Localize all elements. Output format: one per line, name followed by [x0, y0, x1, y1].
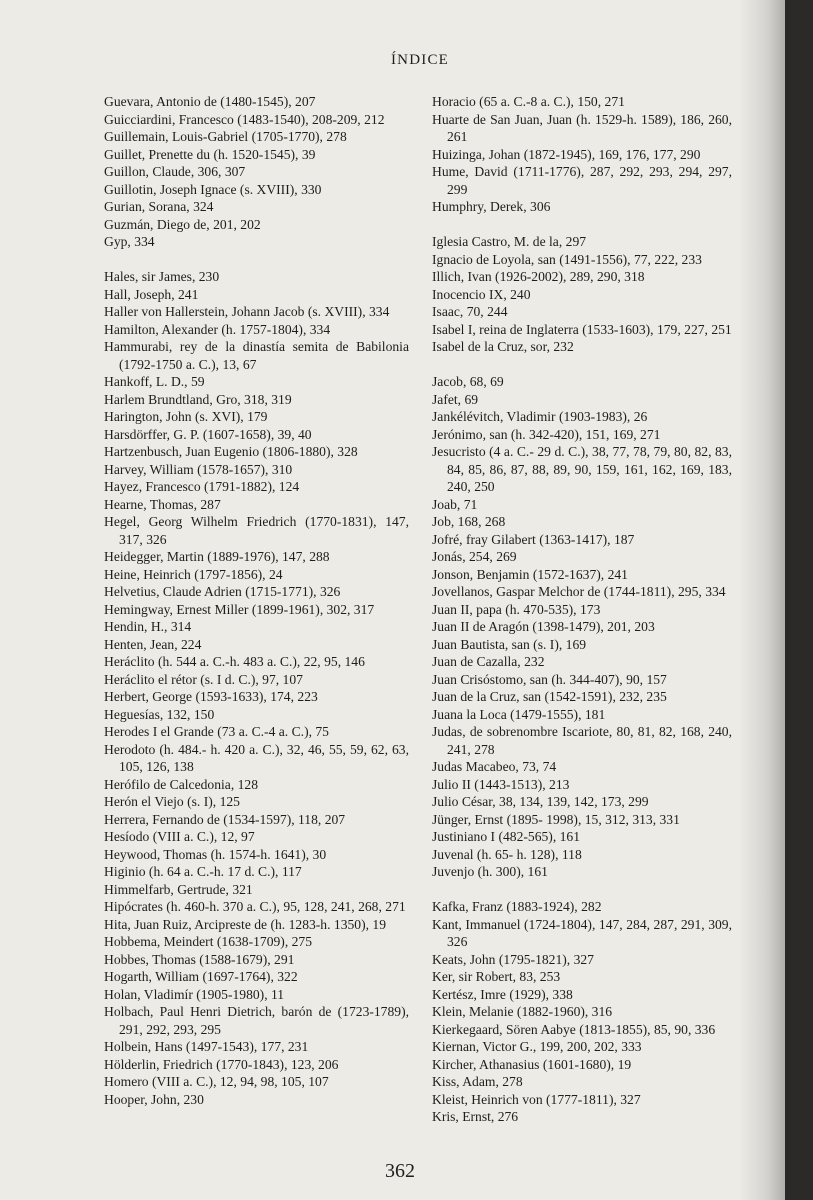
index-entry: Heráclito (h. 544 a. C.-h. 483 a. C.), 22, 95, 146 [104, 654, 365, 669]
index-entry: Jünger, Ernst (1895- 1998), 15, 312, 313, 331 [432, 811, 680, 827]
index-entry: Job, 168, 268 [432, 514, 506, 529]
letter-section-gap [104, 251, 409, 269]
index-entry: Kafka, Franz (1883-1924), 282 [432, 899, 602, 914]
index-entry: Hamilton, Alexander (h. 1757-1804), 334 [104, 321, 331, 337]
index-entry: Hankoff, L. D., 59 [104, 374, 205, 389]
index-entry: Hesíodo (VIII a. C.), 12, 97 [104, 829, 255, 844]
index-entry: Guillon, Claude, 306, 307 [104, 164, 246, 179]
index-entry: Jonás, 254, 269 [432, 549, 517, 564]
index-entry: Horacio (65 a. C.-8 a. C.), 150, 271 [432, 94, 625, 109]
index-entry: Guzmán, Diego de, 201, 202 [104, 216, 261, 232]
book-spine-shadow [739, 0, 785, 1200]
index-entry: Juan Crisóstomo, san (h. 344-407), 90, 157 [432, 671, 667, 687]
index-entry: Heine, Heinrich (1797-1856), 24 [104, 566, 283, 582]
index-entry: Guillotin, Joseph Ignace (s. XVIII), 330 [104, 181, 322, 197]
index-entry: Isaac, 70, 244 [432, 304, 508, 319]
index-entry: Juvenal (h. 65- h. 128), 118 [432, 846, 582, 862]
index-column-left [104, 93, 409, 1108]
index-entry: Keats, John (1795-1821), 327 [432, 951, 594, 967]
index-entry: Juan Bautista, san (s. I), 169 [432, 636, 587, 652]
index-entry: Harington, John (s. XVI), 179 [104, 409, 268, 424]
index-entry: Holbein, Hans (1497-1543), 177, 231 [104, 1039, 309, 1054]
index-entry: Guicciardini, Francesco (1483-1540), 208-209, 212 [104, 111, 385, 127]
index-entry: Jankélévitch, Vladimir (1903-1983), 26 [432, 409, 648, 424]
index-entry: Hemingway, Ernest Miller (1899-1961), 302, 317 [104, 601, 375, 617]
index-entry: Hegel, Georg Wilhelm Friedrich (1770-1831), 147, 317, 326 [104, 514, 409, 547]
index-entry: Heywood, Thomas (h. 1574-h. 1641), 30 [104, 846, 327, 862]
index-entry: Hales, sir James, 230 [104, 269, 220, 284]
index-entry: Kleist, Heinrich von (1777-1811), 327 [432, 1091, 641, 1107]
index-entry: Kertész, Imre (1929), 338 [432, 986, 573, 1002]
index-entry: Helvetius, Claude Adrien (1715-1771), 326 [104, 584, 341, 599]
index-entry: Judas, de sobrenombre Iscariote, 80, 81, 82, 168, 240, 241, 278 [432, 724, 732, 757]
index-entry: Gyp, 334 [104, 234, 155, 249]
index-entry: Illich, Ivan (1926-2002), 289, 290, 318 [432, 269, 645, 284]
index-entry: Harlem Brundtland, Gro, 318, 319 [104, 391, 292, 407]
index-entry: Jovellanos, Gaspar Melchor de (1744-1811), 295, 334 [432, 584, 726, 599]
page-header: ÍNDICE [390, 52, 450, 68]
letter-section-gap [432, 881, 732, 899]
index-entry: Henten, Jean, 224 [104, 636, 202, 652]
index-entry: Herrera, Fernando de (1534-1597), 118, 207 [104, 811, 346, 827]
index-entry: Huarte de San Juan, Juan (h. 1529-h. 1589), 186, 260, 261 [432, 111, 732, 144]
index-entry: Ignacio de Loyola, san (1491-1556), 77, 222, 233 [432, 251, 702, 267]
index-entry: Iglesia Castro, M. de la, 297 [432, 234, 587, 249]
index-entry: Hobbema, Meindert (1638-1709), 275 [104, 934, 313, 949]
index-entry: Juan de la Cruz, san (1542-1591), 232, 235 [432, 689, 667, 704]
index-entry: Jonson, Benjamin (1572-1637), 241 [432, 566, 628, 582]
index-entry: Holbach, Paul Henri Dietrich, barón de (1723-1789), 291, 292, 293, 295 [104, 1004, 409, 1037]
index-entry: Klein, Melanie (1882-1960), 316 [432, 1004, 613, 1019]
index-entry: Judas Macabeo, 73, 74 [432, 759, 557, 774]
index-entry: Kant, Immanuel (1724-1804), 147, 284, 287, 291, 309, 326 [432, 916, 732, 949]
index-entry: Hendin, H., 314 [104, 619, 192, 634]
index-entry: Juan II de Aragón (1398-1479), 201, 203 [432, 619, 655, 634]
index-entry: Kiss, Adam, 278 [432, 1074, 523, 1089]
index-entry: Guillemain, Louis-Gabriel (1705-1770), 278 [104, 129, 347, 144]
index-entry: Higinio (h. 64 a. C.-h. 17 d. C.), 117 [104, 864, 302, 879]
index-entry: Kris, Ernst, 276 [432, 1109, 519, 1124]
index-entry: Hall, Joseph, 241 [104, 286, 199, 302]
index-entry: Huizinga, Johan (1872-1945), 169, 176, 177, 290 [432, 146, 701, 162]
index-entry: Heguesías, 132, 150 [104, 706, 215, 722]
index-entry: Jesucristo (4 a. C.- 29 d. C.), 38, 77, 78, 79, 80, 82, 83, 84, 85, 86, 87, 88, 89, 90, 159, 161, 162, 169, 183, 240, 250 [432, 444, 732, 494]
index-entry: Humphry, Derek, 306 [432, 199, 551, 214]
index-entry: Jerónimo, san (h. 342-420), 151, 169, 271 [432, 426, 661, 442]
index-entry: Jafet, 69 [432, 391, 479, 407]
index-entry: Hita, Juan Ruiz, Arcipreste de (h. 1283-h. 1350), 19 [104, 916, 387, 932]
index-entry: Hayez, Francesco (1791-1882), 124 [104, 479, 300, 494]
index-entry: Jacob, 68, 69 [432, 374, 504, 389]
index-entry: Jofré, fray Gilabert (1363-1417), 187 [432, 531, 635, 547]
index-entry: Hartzenbusch, Juan Eugenio (1806-1880), 328 [104, 444, 358, 459]
index-entry: Isabel de la Cruz, sor, 232 [432, 339, 574, 354]
index-entry: Isabel I, reina de Inglaterra (1533-1603), 179, 227, 251 [432, 321, 732, 337]
index-entry: Julio César, 38, 134, 139, 142, 173, 299 [432, 794, 649, 809]
index-entry: Harsdörffer, G. P. (1607-1658), 39, 40 [104, 426, 312, 442]
index-entry: Kircher, Athanasius (1601-1680), 19 [432, 1056, 632, 1072]
index-entry: Homero (VIII a. C.), 12, 94, 98, 105, 107 [104, 1074, 329, 1089]
index-entry: Guillet, Prenette du (h. 1520-1545), 39 [104, 146, 316, 162]
index-entry: Herodes I el Grande (73 a. C.-4 a. C.), 75 [104, 724, 329, 739]
index-entry: Harvey, William (1578-1657), 310 [104, 461, 293, 477]
index-entry: Kierkegaard, Sören Aabye (1813-1855), 85, 90, 336 [432, 1021, 716, 1037]
index-entry: Juan II, papa (h. 470-535), 173 [432, 601, 601, 617]
index-entry: Heráclito el rétor (s. I d. C.), 97, 107 [104, 671, 303, 687]
index-entry: Holan, Vladimír (1905-1980), 11 [104, 986, 285, 1002]
index-entry: Gurian, Sorana, 324 [104, 199, 214, 214]
letter-section-gap [432, 216, 732, 234]
index-entry: Hölderlin, Friedrich (1770-1843), 123, 206 [104, 1056, 339, 1072]
index-entry: Herón el Viejo (s. I), 125 [104, 794, 240, 809]
index-entry: Juan de Cazalla, 232 [432, 654, 545, 669]
index-entry: Hobbes, Thomas (1588-1679), 291 [104, 951, 295, 967]
index-entry: Herbert, George (1593-1633), 174, 223 [104, 689, 318, 704]
index-entry: Himmelfarb, Gertrude, 321 [104, 881, 253, 897]
index-entry: Hooper, John, 230 [104, 1091, 204, 1107]
index-entry: Hume, David (1711-1776), 287, 292, 293, 294, 297, 299 [432, 164, 732, 197]
index-entry: Justiniano I (482-565), 161 [432, 829, 581, 844]
index-entry: Inocencio IX, 240 [432, 286, 531, 302]
index-entry: Hogarth, William (1697-1764), 322 [104, 969, 298, 984]
index-entry: Julio II (1443-1513), 213 [432, 776, 570, 792]
index-entry: Heidegger, Martin (1889-1976), 147, 288 [104, 549, 330, 564]
index-entry: Ker, sir Robert, 83, 253 [432, 969, 561, 984]
index-entry: Haller von Hallerstein, Johann Jacob (s. XVIII), 334 [104, 304, 390, 319]
index-entry: Hammurabi, rey de la dinastía semita de Babilonia (1792-1750 a. C.), 13, 67 [104, 339, 409, 372]
index-entry: Herodoto (h. 484.- h. 420 a. C.), 32, 46, 55, 59, 62, 63, 105, 126, 138 [104, 741, 409, 774]
index-entry: Hipócrates (h. 460-h. 370 a. C.), 95, 128, 241, 268, 271 [104, 899, 406, 914]
index-entry: Herófilo de Calcedonia, 128 [104, 776, 259, 792]
index-entry: Guevara, Antonio de (1480-1545), 207 [104, 94, 316, 109]
index-entry: Juvenjo (h. 300), 161 [432, 864, 548, 879]
index-entry: Juana la Loca (1479-1555), 181 [432, 706, 606, 722]
index-entry: Hearne, Thomas, 287 [104, 496, 221, 512]
page-number: 362 [385, 1160, 415, 1182]
index-entry: Joab, 71 [432, 496, 478, 512]
letter-section-gap [432, 356, 732, 374]
index-column-right [432, 93, 732, 1126]
index-entry: Kiernan, Victor G., 199, 200, 202, 333 [432, 1039, 642, 1054]
